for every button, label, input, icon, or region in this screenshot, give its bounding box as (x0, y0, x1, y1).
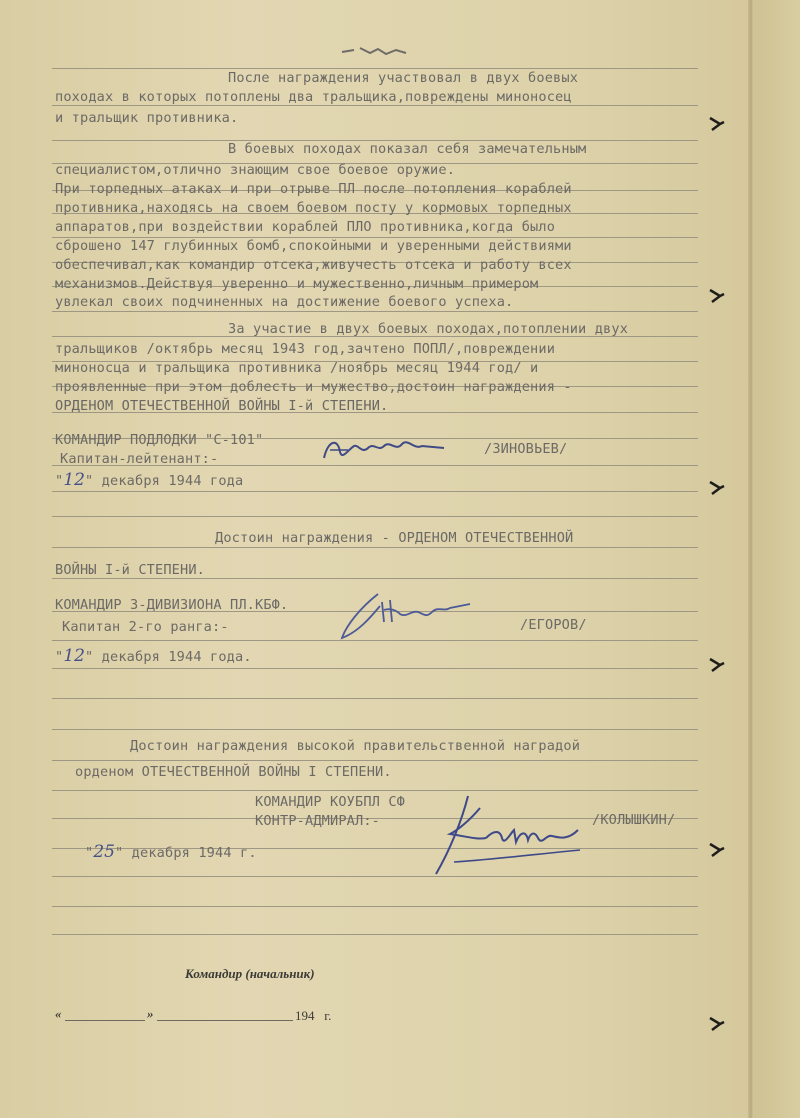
block2-rank: Капитан 2-го ранга:- (62, 619, 229, 635)
para3-line: ОРДЕНОМ ОТЕЧЕСТВЕННОЙ ВОЙНЫ I-й СТЕПЕНИ. (55, 398, 389, 414)
ruled-line (52, 491, 698, 492)
ink-smudge (340, 44, 420, 60)
handwritten-day: 12 (63, 470, 85, 490)
binding-hole-mark (706, 1014, 726, 1034)
binding-hole-mark (706, 840, 726, 860)
para1-line: После награждения участвовал в двух боевых (228, 70, 579, 86)
para2-line: обеспечивал,как командир отсека,живучесть отсека и работу всех (55, 257, 572, 273)
footer-date-line (55, 1006, 355, 1026)
ruled-line (52, 729, 698, 730)
handwritten-day: 12 (63, 646, 85, 666)
block3-name: /КОЛЫШКИН/ (592, 812, 676, 828)
ruled-line (52, 876, 698, 877)
block3-date (85, 842, 257, 862)
block1-rank: Капитан-лейтенант:- (60, 451, 219, 467)
ruled-line (52, 760, 698, 761)
binding-hole-mark (706, 655, 726, 675)
signature-zinovyev (318, 430, 450, 470)
para1-line: и тральщик противника. (55, 110, 239, 126)
ruled-line (52, 790, 698, 791)
para2-line: сброшено 147 глубинных бомб,спокойными и уверенными действиями (55, 238, 572, 254)
binding-hole-mark (706, 114, 726, 134)
para2-line: противника,находясь на своем боевом посту у кормовых торпедных (55, 200, 572, 216)
commander-label: Командир (начальник) (185, 966, 315, 981)
para2-line: В боевых походах показал себя замечательным (228, 141, 587, 157)
block3-rank: КОНТР-АДМИРАЛ:- (255, 813, 381, 829)
date-text: " декабря 1944 г. (114, 845, 257, 861)
ruled-line (52, 516, 698, 517)
block3-line: Достоин награждения высокой правительственной наградой (130, 738, 581, 754)
footer-day-blank (65, 1020, 145, 1021)
date-quote: " (55, 473, 64, 489)
date-text: " декабря 1944 года. (84, 649, 252, 665)
ruled-line (52, 68, 698, 69)
footer-month-blank (157, 1020, 293, 1021)
ruled-line (52, 934, 698, 935)
ruled-line (52, 547, 698, 548)
binding-hole-mark (706, 478, 726, 498)
date-quote: " (85, 845, 94, 861)
ruled-line (52, 105, 698, 106)
handwritten-day: 25 (93, 842, 115, 862)
ruled-line (52, 578, 698, 579)
para3-line: За участие в двух боевых походах,потоплении двух (228, 321, 629, 337)
footer-quote-close: » (147, 1006, 154, 1021)
block3-line: орденом ОТЕЧЕСТВЕННОЙ ВОЙНЫ I СТЕПЕНИ. (75, 764, 392, 780)
footer-quote-open: « (55, 1006, 62, 1021)
ruled-line (52, 668, 698, 669)
ruled-line (52, 906, 698, 907)
para2-line: При торпедных атаках и при отрыве ПЛ после потопления кораблей (55, 181, 572, 197)
ruled-line (52, 698, 698, 699)
block2-line: ВОЙНЫ I-й СТЕПЕНИ. (55, 562, 206, 578)
footer-year: 194 г. (295, 1008, 332, 1023)
date-quote: " (55, 649, 64, 665)
para2-line: увлекал своих подчиненных на достижение боевого успеха. (55, 294, 514, 310)
date-text: " декабря 1944 года (84, 473, 244, 489)
block2-name: /ЕГОРОВ/ (520, 617, 587, 633)
para2-line: специалистом,отлично знающим свое боевое оружие. (55, 162, 456, 178)
block3-title: КОМАНДИР КОУБПЛ СФ (255, 794, 406, 810)
block2-title: КОМАНДИР 3-ДИВИЗИОНА ПЛ.КБФ. (55, 597, 289, 613)
para3-line: тральщиков /октябрь месяц 1943 год,зачтено ПОПЛ/,повреждении (55, 341, 556, 357)
block2-date (55, 646, 252, 666)
ruled-line (52, 311, 698, 312)
signature-kolyshkin (428, 790, 592, 880)
signature-egorov (330, 588, 480, 644)
para1-line: походах в которых потоплены два тральщика,повреждены миноносец (55, 89, 572, 105)
para2-line: механизмов.Действуя уверенно и мужественно,личным примером (55, 276, 539, 292)
para3-line: миноносца и тральщика противника /ноябрь месяц 1944 год/ и (55, 360, 539, 376)
binding-hole-mark (706, 286, 726, 306)
binding-margin (754, 0, 800, 1118)
para3-line: проявленные при этом доблесть и мужество,достоин награждения - (55, 379, 572, 395)
block1-date (55, 470, 243, 490)
para2-line: аппаратов,при воздействии кораблей ПЛО противника,когда было (55, 219, 556, 235)
block1-name: /ЗИНОВЬЕВ/ (484, 441, 568, 457)
block1-title: КОМАНДИР ПОДЛОДКИ "С-101" (55, 432, 264, 448)
block2-line: Достоин награждения - ОРДЕНОМ ОТЕЧЕСТВЕННОЙ (215, 530, 574, 546)
